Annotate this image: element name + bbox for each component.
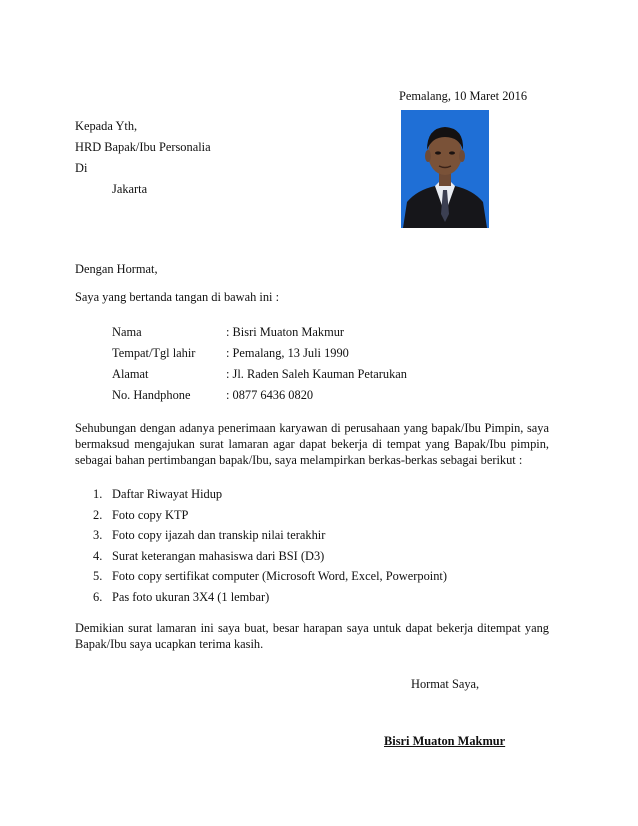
- list-number: 3.: [93, 528, 103, 542]
- closing-salutation: Hormat Saya,: [411, 677, 480, 691]
- identity-label: Nama: [112, 325, 142, 339]
- list-number: 4.: [93, 549, 103, 563]
- recipient-city: Jakarta: [112, 182, 148, 196]
- recipient-line-3: Di: [75, 161, 88, 175]
- list-item: Surat keterangan mahasiswa dari BSI (D3): [112, 549, 325, 563]
- list-number: 6.: [93, 590, 103, 604]
- list-item: Foto copy KTP: [112, 508, 189, 522]
- identity-value: : Bisri Muaton Makmur: [226, 325, 345, 339]
- identity-label: Alamat: [112, 367, 149, 381]
- list-number: 5.: [93, 569, 103, 583]
- identity-value: : 0877 6436 0820: [226, 388, 314, 402]
- applicant-photo: [401, 110, 489, 228]
- list-number: 2.: [93, 508, 103, 522]
- body-paragraph: Sehubungan dengan adanya penerimaan karyawan di perusahaan yang bapak/Ibu Pimpin, saya bermaksud mengajukan surat lamaran agar dapat bekerja di tempat yang Bapak/Ibu pimpin, sebagai bahan pertimbangan bapak/Ibu, saya melampirkan berkas-berkas sebagai berikut :: [75, 421, 549, 467]
- intro-text: Saya yang bertanda tangan di bawah ini :: [75, 290, 280, 304]
- identity-label: No. Handphone: [112, 388, 191, 402]
- greeting: Dengan Hormat,: [75, 262, 158, 276]
- identity-value: : Pemalang, 13 Juli 1990: [226, 346, 349, 360]
- closing-paragraph: Demikian surat lamaran ini saya buat, besar harapan saya untuk dapat bekerja ditempat yang Bapak/Ibu saya ucapkan terima kasih.: [75, 621, 549, 651]
- portrait-illustration: [401, 110, 489, 228]
- place-date: Pemalang, 10 Maret 2016: [399, 89, 528, 103]
- signature-name: Bisri Muaton Makmur: [384, 734, 506, 748]
- list-number: 1.: [93, 487, 103, 501]
- identity-value: : Jl. Raden Saleh Kauman Petarukan: [226, 367, 407, 381]
- recipient-line-1: Kepada Yth,: [75, 119, 138, 133]
- identity-label: Tempat/Tgl lahir: [112, 346, 196, 360]
- recipient-line-2: HRD Bapak/Ibu Personalia: [75, 140, 211, 154]
- list-item: Pas foto ukuran 3X4 (1 lembar): [112, 590, 270, 604]
- list-item: Foto copy sertifikat computer (Microsoft Word, Excel, Powerpoint): [112, 569, 447, 583]
- list-item: Foto copy ijazah dan transkip nilai terakhir: [112, 528, 326, 542]
- list-item: Daftar Riwayat Hidup: [112, 487, 223, 501]
